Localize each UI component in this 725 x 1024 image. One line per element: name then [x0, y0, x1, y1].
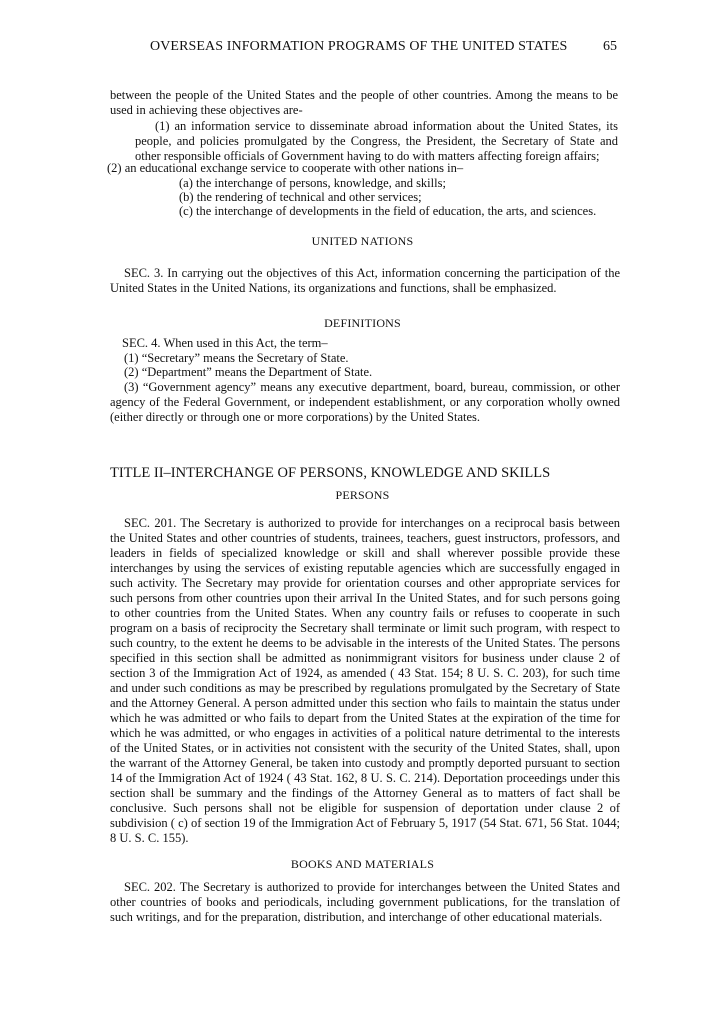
running-head: OVERSEAS INFORMATION PROGRAMS OF THE UNITED STATES — [150, 39, 568, 54]
section-3-paragraph: SEC. 3. In carrying out the objectives of this Act, information concerning the participation of the United States in the United Nations, its organizations and functions, shall be emphasized. — [110, 266, 620, 295]
definition-1: (1) “Secretary” means the Secretary of State. — [124, 351, 349, 365]
intro-paragraph: between the people of the United States and the people of other countries. Among the means to be used in achieving these objectives are- — [110, 88, 618, 117]
section-201-paragraph: SEC. 201. The Secretary is authorized to provide for interchanges on a reciprocal basis between the United States and other countries of students, trainees, teachers, guest instructors, professors, and leaders in fields of specialized knowledge or skill and shall wherever possible provide these interchanges by using the services of existing reputable agencies which are successfully engaged in such activity. The Secretary may provide for orientation courses and other appropriate services for such persons from other countries upon their arrival In the United States, and for such persons going to other countries from the United States. When any country fails or refuses to cooperate in such program on a basis of reciprocity the Secretary shall terminate or limit such program, with respect to such country, to the extent he deems to be advisable in the interests of the United States. The persons specified in this section shall be admitted as nonimmigrant visitors for business under clause 2 of section 3 of the Immigration Act of 1924, as amended ( 43 Stat. 154; 8 U. S. C. 203), for such time and under such conditions as may be prescribed by regulations promulgated by the Secretary of State and the Attorney General. A person admitted under this section who fails to maintain the status under which he was admitted or who fails to depart from the United States at the expiration of the time for which he was admitted, or who engages in activities of a political nature detrimental to the interests of the United States, or in activities not consistent with the security of the United States, shall, upon the warrant of the Attorney General, be taken into custody and promptly deported pursuant to section 14 of the Immigration Act of 1924 ( 43 Stat. 162, 8 U. S. C. 214). Deportation proceedings under this section shall be summary and the findings of the Attorney General as to matters of fact shall be conclusive. Such persons shall not be eligible for suspension of deportation under clause 2 of subdivision ( c) of section 19 of the Immigration Act of February 5, 1917 (54 Stat. 671, 56 Stat. 1044; 8 U. S. C. 155). — [110, 516, 620, 845]
heading-books-and-materials: BOOKS AND MATERIALS — [290, 857, 435, 871]
heading-definitions: DEFINITIONS — [324, 316, 401, 330]
list-item-2b: (b) the rendering of technical and other services; — [179, 190, 422, 204]
heading-persons: PERSONS — [335, 488, 390, 502]
list-item-2: (2) an educational exchange service to cooperate with other nations in– — [107, 161, 464, 175]
definition-2: (2) “Department” means the Department of State. — [124, 365, 373, 379]
definition-3: (3) “Government agency” means any executive department, board, bureau, commission, or other agency of the Federal Government, or independent establishment, or any corporation wholly owned (either directly or through one or more corporations) by the United States. — [110, 380, 620, 424]
section-202-paragraph: SEC. 202. The Secretary is authorized to provide for interchanges between the United States and other countries of books and periodicals, including government publications, for the translation of such writings, and for the preparation, distribution, and interchange of other educational materials. — [110, 880, 620, 924]
list-item-1: (1) an information service to disseminate abroad information about the United States, its people, and policies promulgated by the Congress, the President, the Secretary of State and other responsible officials of Government having to do with matters affecting foreign affairs; — [135, 119, 618, 163]
title-ii-heading: TITLE II–INTERCHANGE OF PERSONS, KNOWLEDGE AND SKILLS — [110, 465, 551, 481]
heading-united-nations: UNITED NATIONS — [311, 234, 414, 248]
page-number: 65 — [603, 39, 617, 54]
list-item-2a: (a) the interchange of persons, knowledge, and skills; — [179, 176, 446, 190]
section-4-intro: SEC. 4. When used in this Act, the term– — [122, 336, 328, 350]
list-item-2c: (c) the interchange of developments in the field of education, the arts, and sciences. — [179, 204, 597, 218]
